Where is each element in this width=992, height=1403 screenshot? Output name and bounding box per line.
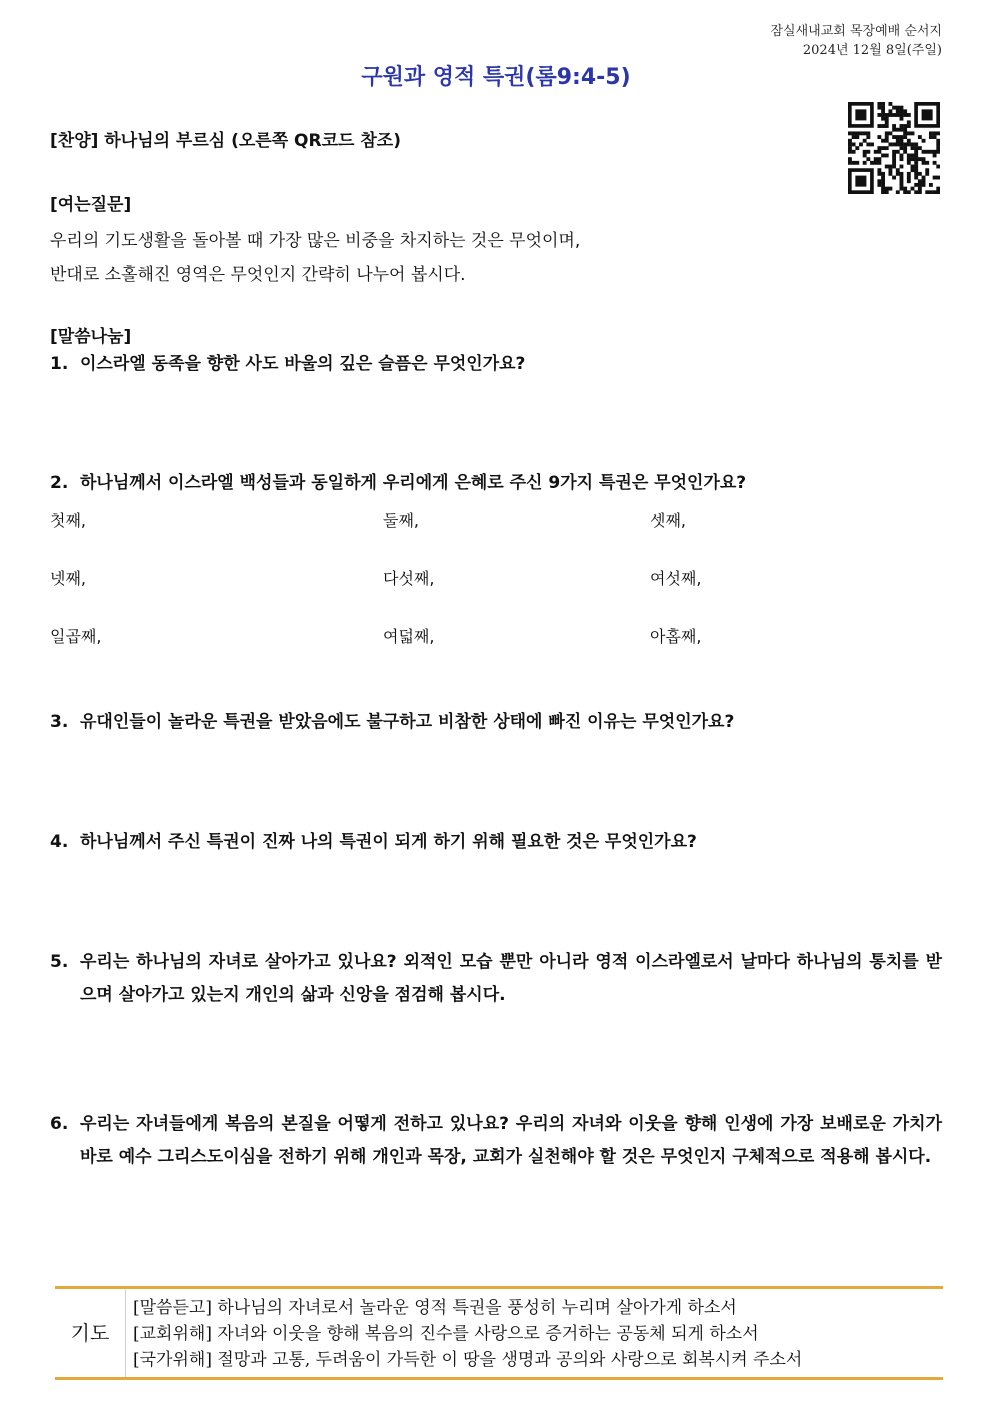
ordinal-9: 아홉째,: [650, 627, 702, 646]
ordinal-6: 여섯째,: [650, 569, 702, 588]
ordinal-2: 둘째,: [383, 511, 419, 530]
header-church: 잠실새내교회 목장예배 순서지: [770, 24, 942, 39]
ordinal-7: 일곱째,: [50, 627, 102, 646]
question-1: [50, 348, 942, 381]
prayer-box: [55, 1286, 943, 1380]
opening-line-2: 반대로 소홀해진 영역은 무엇인지 간략히 나누어 봅시다.: [50, 265, 466, 285]
question-number: 6.: [50, 1114, 69, 1134]
sharing-heading: [말씀나눔]: [50, 327, 132, 347]
header-date: 2024년 12월 8일(주일): [802, 43, 942, 58]
question-number: 5.: [50, 952, 69, 972]
qr-code-icon[interactable]: [848, 102, 940, 194]
question-number: 2.: [50, 473, 69, 493]
ordinal-1: 첫째,: [50, 511, 86, 530]
question-text: 하나님께서 이스라엘 백성들과 동일하게 우리에게 은혜로 주신 9가지 특권은 무엇인가요?: [80, 473, 747, 493]
ordinal-5: 다섯째,: [383, 569, 435, 588]
prayer-label: 기도: [55, 1289, 126, 1377]
ordinal-3: 셋째,: [650, 511, 686, 530]
question-text: 우리는 하나님의 자녀로 살아가고 있나요? 외적인 모습 뿐만 아니라 영적 이스라엘로서 날마다 하나님의 통치를 받으며 살아가고 있는지 개인의 삶과 신앙을 점검해 봅시다.: [80, 952, 942, 1005]
question-text: 우리는 자녀들에게 복음의 본질을 어떻게 전하고 있나요? 우리의 자녀와 이웃을 향해 인생에 가장 보배로운 가치가 바로 예수 그리스도이심을 전하기 위해 개인과 목장, 교회가 실천해야 할 것은 무엇인지 구체적으로 적용해 봅시다.: [80, 1114, 942, 1167]
question-3: [50, 706, 942, 739]
question-number: 4.: [50, 832, 69, 852]
question-text: 이스라엘 동족을 향한 사도 바울의 깊은 슬픔은 무엇인가요?: [80, 354, 526, 374]
prayer-line-sermon: [말씀듣고] 하나님의 자녀로서 놀라운 영적 특권을 풍성히 누리며 살아가게 하소서: [133, 1298, 737, 1318]
question-5: [50, 946, 942, 1012]
ordinal-8: 여덟째,: [383, 627, 435, 646]
question-text: 유대인들이 놀라운 특권을 받았음에도 불구하고 비참한 상태에 빠진 이유는 무엇인가요?: [80, 712, 735, 732]
question-2: [50, 467, 942, 500]
prayer-line-church: [교회위해] 자녀와 이웃을 향해 복음의 진수를 사랑으로 증거하는 공동체 되게 하소서: [133, 1324, 759, 1344]
question-number: 3.: [50, 712, 69, 732]
praise-line: [찬양] 하나님의 부르심 (오른쪽 QR코드 참조): [50, 131, 401, 151]
page-title: 구원과 영적 특권(롬9:4-5): [361, 65, 631, 90]
question-6: [50, 1108, 942, 1174]
ordinal-4: 넷째,: [50, 569, 86, 588]
question-text: 하나님께서 주신 특권이 진짜 나의 특권이 되게 하기 위해 필요한 것은 무엇인가요?: [80, 832, 697, 852]
opening-heading: [여는질문]: [50, 195, 132, 215]
prayer-line-nation: [국가위해] 절망과 고통, 두려움이 가득한 이 땅을 생명과 공의와 사랑으로 회복시켜 주소서: [133, 1350, 803, 1370]
question-number: 1.: [50, 354, 69, 374]
question-4: [50, 826, 942, 859]
opening-line-1: 우리의 기도생활을 돌아볼 때 가장 많은 비중을 차지하는 것은 무엇이며,: [50, 231, 581, 251]
